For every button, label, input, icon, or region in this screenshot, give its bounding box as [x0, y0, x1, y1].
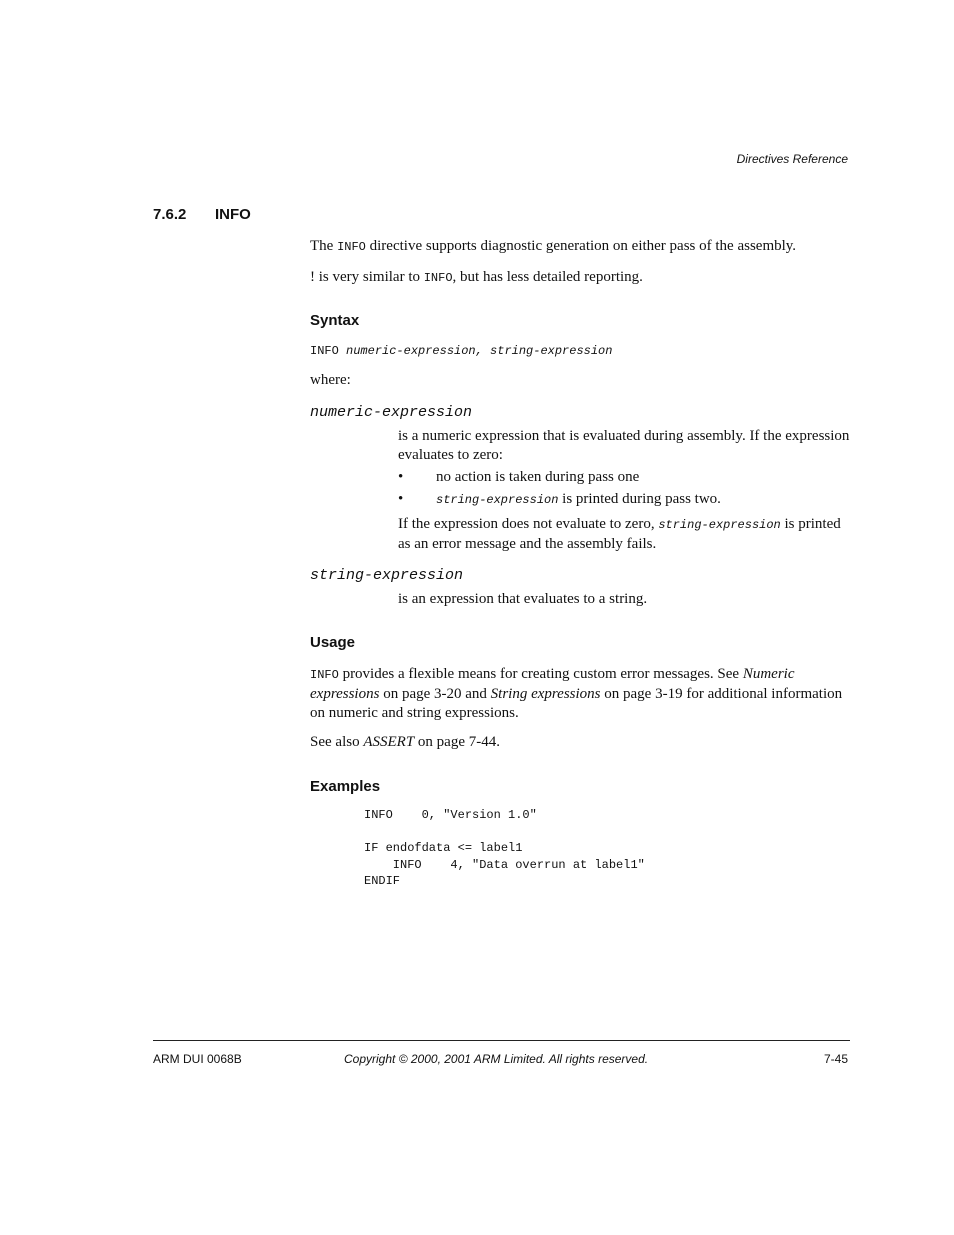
intro-paragraph-2	[310, 268, 850, 288]
text: is printed as an error message and the assembly fails.	[398, 516, 841, 552]
section-title: INFO	[215, 206, 251, 223]
text: provides a flexible means for creating custom error messages. See	[338, 666, 743, 682]
text: no action is taken during pass one	[436, 469, 640, 485]
inline-code: INFO	[310, 668, 339, 682]
examples-heading: Examples	[310, 778, 381, 795]
text: is printed during pass two.	[558, 491, 721, 507]
bullet-item-1	[398, 468, 639, 487]
bullet-glyph: •	[398, 491, 404, 507]
cross-reference-link[interactable]: ASSERT	[363, 734, 415, 750]
text: on page 3-19 for additional information on numeric and string expressions.	[310, 686, 843, 721]
cross-reference-link[interactable]: Numeric expressions	[310, 666, 795, 702]
text: directive supports diagnostic generation on either pass of the assembly.	[365, 238, 797, 254]
usage-paragraph-1	[310, 665, 850, 723]
text: on page 7-44.	[414, 734, 500, 750]
term-numeric-expression-followup	[398, 515, 850, 554]
text: If the expression does not evaluate to zero,	[398, 516, 659, 532]
term-numeric-expression-definition: is a numeric expression that is evaluated during assembly. If the expression evaluates to zero:	[398, 428, 850, 463]
text: , but has less detailed reporting.	[452, 269, 643, 285]
example-code-block: INFO 0, "Version 1.0" IF endofdata <= label1 INFO 4, "Data overrun at label1" ENDIF	[364, 808, 645, 888]
inline-code: INFO	[423, 271, 453, 285]
bullet-item-2	[398, 490, 721, 510]
usage-heading: Usage	[310, 634, 356, 651]
section-number: 7.6.2	[153, 206, 187, 223]
inline-code: string-expression	[436, 493, 559, 507]
intro-paragraph-1	[310, 237, 850, 257]
section-heading	[153, 206, 251, 223]
syntax-arguments: numeric-expression, string-expression	[346, 344, 613, 358]
syntax-heading: Syntax	[310, 312, 360, 329]
syntax-line	[310, 341, 850, 361]
footer-page-number: 7-45	[823, 1052, 848, 1066]
syntax-keyword: INFO	[310, 344, 347, 358]
text: See also	[310, 734, 364, 750]
text: ! is very similar to	[310, 269, 424, 285]
usage-paragraph-2	[310, 733, 850, 752]
text: on page 3-20 and	[379, 686, 491, 702]
where-label: where:	[310, 372, 351, 388]
inline-code: string-expression	[658, 518, 781, 532]
term-string-expression: string-expression	[310, 567, 464, 584]
term-string-expression-definition: is an expression that evaluates to a string.	[398, 591, 648, 607]
running-head: Directives Reference	[736, 152, 848, 166]
footer-rule	[153, 1040, 850, 1041]
footer-document-id: ARM DUI 0068B	[153, 1052, 242, 1066]
cross-reference-link[interactable]: String expressions	[490, 686, 601, 702]
bullet-glyph: •	[398, 469, 404, 485]
term-numeric-expression: numeric-expression	[310, 404, 473, 421]
inline-code: INFO	[337, 240, 366, 254]
footer-copyright: Copyright © 2000, 2001 ARM Limited. All rights reserved.	[344, 1052, 649, 1066]
text: The	[310, 238, 338, 254]
